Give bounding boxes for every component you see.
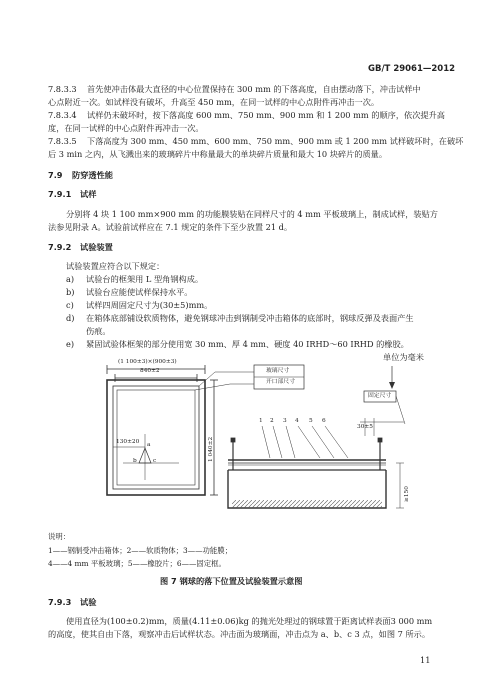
soft-material: [232, 500, 382, 508]
clause-7834-line1: 试样仍未破坏时，按下落高度 600 mm、750 mm、900 mm 和 1 200 mm 的顺序，依次提升高: [87, 110, 445, 120]
list-marker: c): [66, 300, 74, 310]
list-item-continued: 伤痕。: [86, 326, 111, 336]
callout-glass-size: 玻璃尺寸: [266, 368, 290, 374]
callout-number-6: 6: [322, 418, 326, 424]
glass-outline: [117, 390, 195, 485]
list-marker: a): [66, 274, 75, 284]
callout-number-5: 5: [309, 418, 313, 424]
clause-7833-line1: 首先使冲击体最大直径的中心位置保持在 300 mm 的下落高度，自由摆动落下，冲击试样中: [87, 84, 421, 94]
list-marker: e): [66, 339, 75, 349]
callout-number-1: 1: [259, 418, 263, 424]
clause-791-line2: 法参见附录 A。试验前试样应在 7.1 规定的条件下至少放置 21 d。: [48, 222, 293, 232]
dim-130-label: 130±20: [116, 439, 140, 445]
clause-791-line1: 分别将 4 块 1 100 mm×900 mm 的功能膜装贴在同样尺寸的 4 mm 平板玻璃上，制成试样，装贴方: [66, 209, 438, 219]
section-793-number: 7.9.3: [48, 597, 72, 607]
page-number: 11: [420, 655, 431, 665]
callout-opening-size: 开口部尺寸: [266, 379, 295, 385]
clause-7835-line2: 后 3 min 之内，从飞溅出来的玻璃碎片中称量最大的单块碎片质量和最大 10 块碎片的质量。: [48, 149, 388, 159]
outer-frame: [107, 380, 205, 495]
clause-7834-line2: 度，在同一试样的中心点附件再冲击一次。: [48, 123, 204, 133]
clause-7835-line1: 下落高度为 300 mm、450 mm、600 mm、750 mm、900 mm 或 1 200 mm 试样破坏时，在破坏: [87, 136, 464, 146]
standard-number: GB/T 29061—2012: [368, 64, 456, 74]
section-79-title: 防穿透性能: [72, 170, 113, 180]
section-792-title: 试验装置: [80, 242, 113, 252]
list-item: 在箱体底部铺设软质物体，避免钢球冲击到钢制受冲击箱体的底部时，钢球反弹及表面产生: [86, 313, 414, 323]
callout-number-3: 3: [283, 418, 287, 424]
dim-150-label: ≥150: [404, 486, 410, 502]
callout-number-4: 4: [295, 418, 299, 424]
clause-7834-number: 7.8.3.4: [48, 110, 77, 120]
callout-number-2: 2: [270, 418, 274, 424]
clause-7835-number: 7.8.3.5: [48, 136, 77, 146]
section-791-number: 7.9.1: [48, 189, 72, 199]
clause-792-intro: 试验装置应符合以下规定：: [66, 261, 165, 271]
dim-side-label: 1 040±2: [208, 436, 214, 462]
legend-title: 说明：: [48, 532, 71, 541]
dim-30-label: 30±5: [357, 424, 373, 430]
list-item: 试验台的框架用 L 型角钢构成。: [86, 274, 204, 284]
list-marker: d): [66, 313, 75, 323]
clause-7833-number: 7.8.3.3: [48, 84, 77, 94]
clause-7833-line2: 心点附近一次。如试样没有破坏，升高至 450 mm，在同一试样的中心点附件再冲击一次。: [48, 97, 380, 107]
point-c: c: [153, 458, 157, 464]
list-item: 试样四周固定尺寸为(30±5)mm。: [86, 300, 213, 310]
dim-outer-label: (1 100±3)×(900±3): [118, 359, 177, 365]
section-793-title: 试验: [80, 597, 97, 607]
list-marker: b): [66, 287, 75, 297]
opening-frame: [113, 386, 199, 489]
section-792-number: 7.9.2: [48, 242, 72, 252]
clause-793-line2: 的高度，使其自由下落，观察冲击后试样状态。冲击面为玻璃面，冲击点为 a、b、c 3 点，如图 7 所示。: [48, 629, 431, 639]
figure-caption: 图 7 钢球的落下位置及试验装置示意图: [160, 576, 303, 586]
section-791-title: 试样: [80, 189, 97, 199]
point-b: b: [133, 458, 137, 464]
callout-fixed-size: 固定尺寸: [368, 393, 392, 399]
section-79-number: 7.9: [48, 170, 63, 180]
legend-line1: 1——钢制受冲击箱体；2——软质物体；3——功能膜；: [48, 546, 233, 555]
unit-note: 单位为毫米: [383, 352, 424, 362]
list-item: 试验台应能使试样保持水平。: [86, 287, 193, 297]
legend-line2: 4——4 mm 平板玻璃；5——橡胶片；6——固定框。: [48, 559, 226, 568]
clause-793-line1: 使用直径为(100±0.2)mm，质量(4.11±0.06)kg 的抛光处理过的钢球置于距离试样表面3 000 mm: [66, 616, 433, 626]
dim-inner-label: 840±2: [140, 368, 160, 374]
list-item: 紧固试验体框架的部分使用宽 30 mm、厚 4 mm、硬度 40 IRHD～60 IRHD 的橡胶。: [86, 339, 409, 349]
point-a: a: [147, 442, 151, 448]
